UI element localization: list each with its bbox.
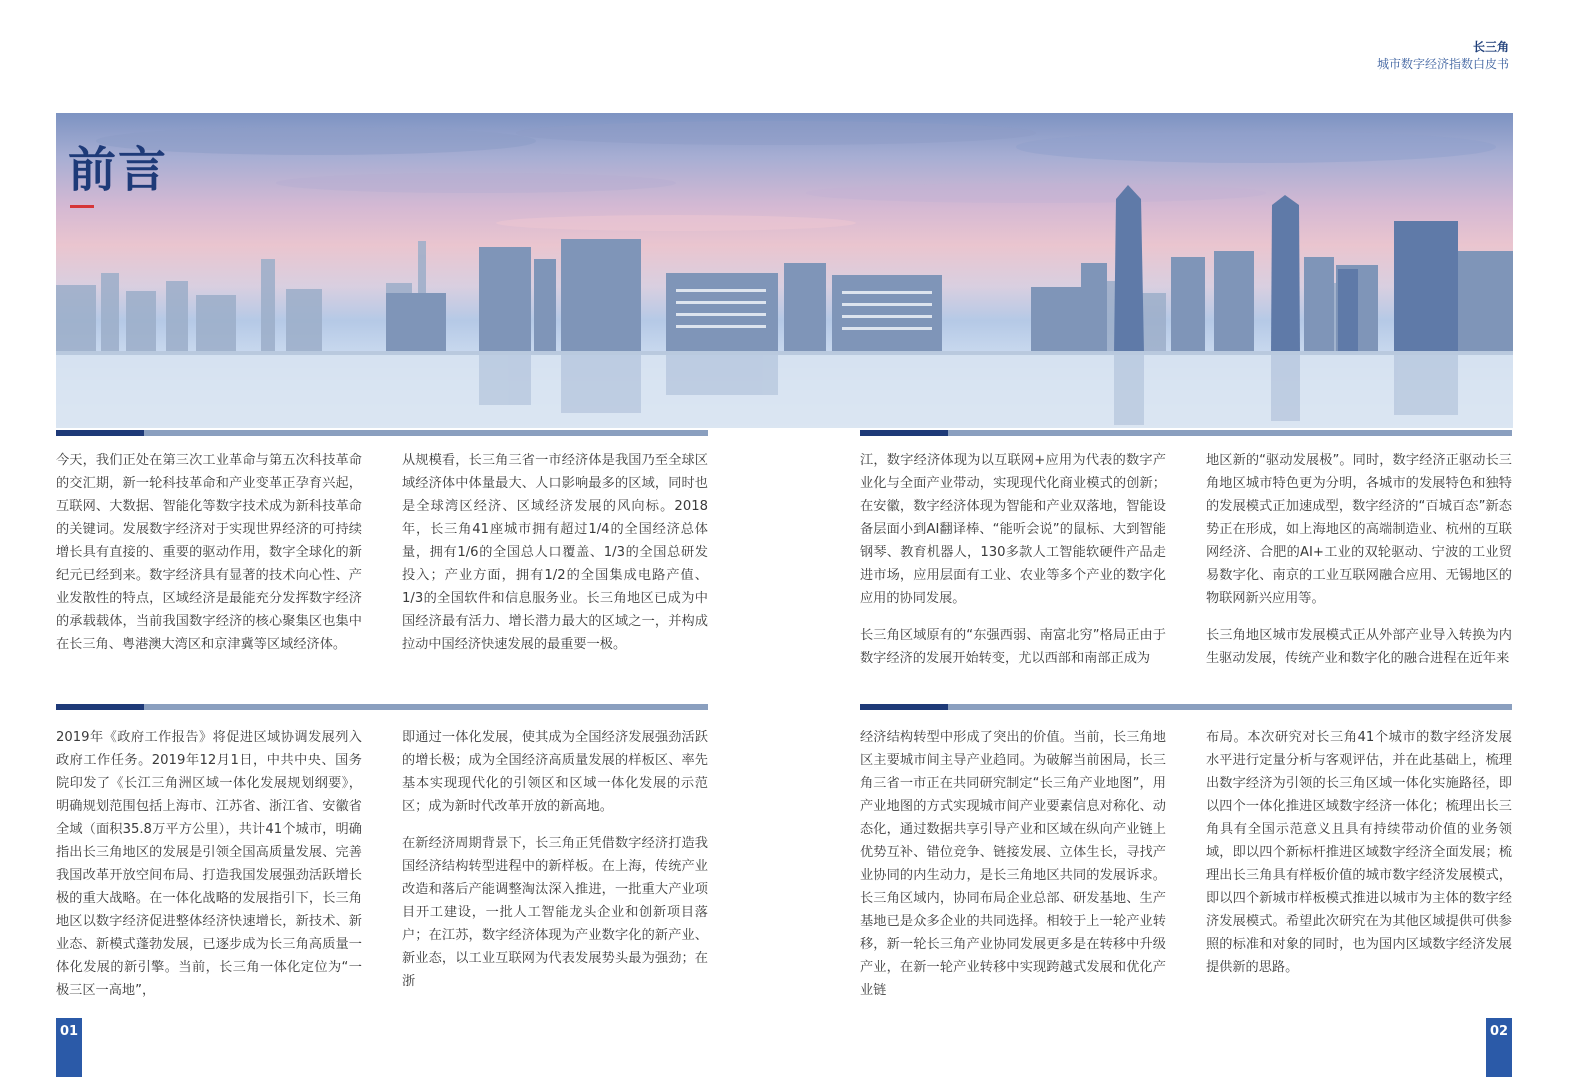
report-brand xyxy=(1377,39,1509,73)
skyline-illustration xyxy=(56,113,1513,428)
text-column xyxy=(1206,449,1512,684)
page-number-left: 01 xyxy=(56,1018,82,1077)
text-column xyxy=(1206,726,1512,993)
section-divider xyxy=(860,430,1512,436)
text-column xyxy=(56,449,362,670)
divider-highlight xyxy=(860,430,948,436)
brand-subtitle: 城市数字经济指数白皮书 xyxy=(1376,57,1509,71)
page-number-right: 02 xyxy=(1486,1018,1512,1077)
text-column xyxy=(860,449,1166,684)
divider-highlight xyxy=(56,430,144,436)
divider-highlight xyxy=(56,704,144,710)
text-column xyxy=(402,726,708,1007)
divider-highlight xyxy=(860,704,948,710)
text-column xyxy=(402,449,708,670)
paragraph: 长三角区域原有的“东强西弱、南富北穷”格局正由于数字经济的发展开始转变，尤以西部和南部正成为 xyxy=(860,628,1166,666)
section-divider xyxy=(860,704,1512,710)
paragraph: 江，数字经济体现为以互联网+应用为代表的数字产业化与全面产业带动，实现现代化商业模式的创新；在安徽，数字经济体现为智能和产业双落地，智能设备层面小到AI翻译棒、“能听会说”的鼠标、大到智能钢琴、教育机器人，130多款人工智能软硬件产品走进市场，应用层面有工业、农业等多个产业的数字化应用的协同发展。 xyxy=(860,453,1166,606)
paragraph: 长三角地区城市发展模式正从外部产业导入转换为内生驱动发展，传统产业和数字化的融合进程在近年来 xyxy=(1206,628,1512,666)
text-column xyxy=(56,726,362,1016)
paragraph: 布局。本次研究对长三角41个城市的数字经济发展水平进行定量分析与客观评估，并在此基础上，梳理出数字经济为引领的长三角区域一体化实施路径，即以四个一体化推进区域数字经济一体化；梳理出长三角具有全国示范意义且具有持续带动价值的业务领域，即以四个新标杆推进区域数字经济全面发展；梳理出长三角具有样板价值的城市数字经济发展模式，即以四个新城市样板模式推进以城市为主体的数字经济发展模式。希望此次研究在为其他区域提供可供参照的标准和对象的同时，也为国内区域数字经济发展提供新的思路。 xyxy=(1206,730,1512,975)
paragraph: 即通过一体化发展，使其成为全国经济发展强劲活跃的增长极；成为全国经济高质量发展的样板区、率先基本实现现代化的引领区和区域一体化发展的示范区；成为新时代改革开放的新高地。 xyxy=(402,730,708,814)
title-accent-bar xyxy=(70,205,94,208)
text-column xyxy=(860,726,1166,1016)
city-skyline-banner xyxy=(56,113,1513,428)
paragraph: 经济结构转型中形成了突出的价值。当前，长三角地区主要城市间主导产业趋同。为破解当前困局，长三角三省一市正在共同研究制定“长三角产业地图”，用产业地图的方式实现城市间产业要素信息对称化、动态化，通过数据共享引导产业和区域在纵向产业链上优势互补、错位竞争、链接发展、立体生长，寻找产业协同的内生动力，是长三角地区共同的发展诉求。长三角区域内，协同布局企业总部、研发基地、生产基地已是众多企业的共同选择。相较于上一轮产业转移，新一轮长三角产业协同发展更多是在转移中升级产业，在新一轮产业转移中实现跨越式发展和优化产业链 xyxy=(860,730,1166,998)
brand-title: 长三角 xyxy=(1472,40,1509,54)
paragraph: 在新经济周期背景下，长三角正凭借数字经济打造我国经济结构转型进程中的新样板。在上海，传统产业改造和落后产能调整淘汰深入推进，一批重大产业项目开工建设，一批人工智能龙头企业和创新项目落户；在江苏，数字经济体现为产业数字化的新产业、新业态，以工业互联网为代表发展势头最为强劲；在浙 xyxy=(402,836,708,989)
page-title: 前言 xyxy=(68,142,169,198)
paragraph: 地区新的“驱动发展极”。同时，数字经济正驱动长三角地区城市特色更为分明，各城市的发展特色和独特的发展模式正加速成型，数字经济的“百城百态”新态势正在形成，如上海地区的高端制造业、杭州的互联网经济、合肥的AI+工业的双轮驱动、宁波的工业贸易数字化、南京的工业互联网融合应用、无锡地区的物联网新兴应用等。 xyxy=(1206,453,1512,606)
paragraph: 今天，我们正处在第三次工业革命与第五次科技革命的交汇期，新一轮科技革命和产业变革正孕育兴起，互联网、大数据、智能化等数字技术成为新科技革命的关键词。发展数字经济对于实现世界经济的可持续增长具有直接的、重要的驱动作用，数字全球化的新纪元已经到来。数字经济具有显著的技术向心性、产业发散性的特点，区域经济是最能充分发挥数字经济的承载载体，当前我国数字经济的核心聚集区也集中在长三角、粤港澳大湾区和京津冀等区域经济体。 xyxy=(56,453,362,652)
paragraph: 2019年《政府工作报告》将促进区域协调发展列入政府工作任务。2019年12月1日，中共中央、国务院印发了《长江三角洲区域一体化发展规划纲要》，明确规划范围包括上海市、江苏省、浙江省、安徽省全域（面积35.8万平方公里），共计41个城市，明确指出长三角地区的发展是引领全国高质量发展、完善我国改革开放空间布局、打造我国发展强劲活跃增长极的重大战略。在一体化战略的发展指引下，长三角地区以数字经济促进整体经济快速增长，新技术、新业态、新模式蓬勃发展，已逐步成为长三角高质量一体化发展的新引擎。当前，长三角一体化定位为“一极三区一高地”， xyxy=(56,730,362,998)
section-divider xyxy=(56,704,708,710)
paragraph: 从规模看，长三角三省一市经济体是我国乃至全球区域经济体中体量最大、人口影响最多的区域，同时也是全球湾区经济、区域经济发展的风向标。2018年，长三角41座城市拥有超过1/4的全国经济总体量，拥有1/6的全国总人口覆盖、1/3的全国总研发投入；产业方面，拥有1/2的全国集成电路产值、1/3的全国软件和信息服务业。长三角地区已成为中国经济最有活力、增长潜力最大的区域之一，并构成拉动中国经济快速发展的最重要一极。 xyxy=(402,453,708,652)
section-divider xyxy=(56,430,708,436)
